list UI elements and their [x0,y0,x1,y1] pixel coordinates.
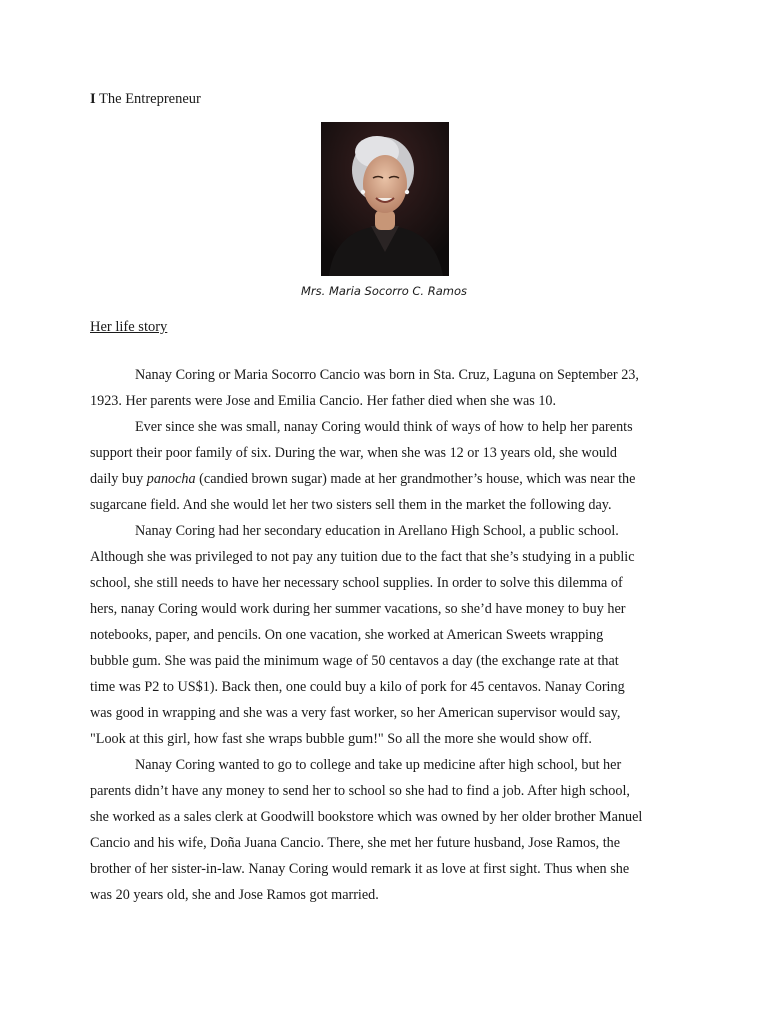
life-story-text [90,362,672,908]
text-line: school, she still needs to have her necessary school supplies. In order to solve this dilemma of [90,575,623,591]
text-line: time was P2 to US$1). Back then, one could buy a kilo of pork for 45 centavos. Nanay Coring [90,679,625,695]
italic-term: panocha [146,471,196,487]
text-line: Cancio and his wife, Doña Juana Cancio. There, she met her future husband, Jose Ramos, the [90,835,621,851]
photo-caption-text: Mrs. Maria Socorro C. Ramos [301,284,467,298]
text-line: she worked as a sales clerk at Goodwill bookstore which was owned by her older brother Manuel [90,809,643,825]
text-line: was good in wrapping and she was a very fast worker, so her American supervisor would say, [90,705,621,721]
text-line: notebooks, paper, and pencils. On one vacation, she worked at American Sweets wrapping [90,627,604,643]
text-line: Nanay Coring had her secondary education in Arellano High School, a public school. [135,523,619,539]
text-run: daily buy [90,471,147,487]
text-line: "Look at this girl, how fast she wraps bubble gum!" So all the more she would show off. [90,731,592,747]
text-line: brother of her sister-in-law. Nanay Coring would remark it as love at first sight. Thus when she [90,861,630,877]
section-title: Her life story [90,319,168,335]
text-line: hers, nanay Coring would work during her summer vacations, so she’d have money to buy her [90,601,626,617]
text-run: (candied brown sugar) made at her grandmother’s house, which was near the [195,471,636,487]
text-line: bubble gum. She was paid the minimum wage of 50 centavos a day (the exchange rate at that [90,653,619,669]
portrait-photo [321,122,449,276]
chapter-title: The Entrepreneur [99,91,201,107]
chapter-number: I [90,91,96,107]
photo-caption [0,284,768,298]
text-line [90,466,672,492]
text-line: Although she was privileged to not pay any tuition due to the fact that she’s studying in a public [90,549,635,565]
text-line: was 20 years old, she and Jose Ramos got married. [90,887,379,903]
portrait-illustration [321,122,449,276]
text-line: Nanay Coring or Maria Socorro Cancio was born in Sta. Cruz, Laguna on September 23, [135,367,639,383]
text-line: sugarcane field. And she would let her two sisters sell them in the market the following day. [90,497,612,513]
text-line: Nanay Coring wanted to go to college and take up medicine after high school, but her [135,757,622,773]
chapter-heading [90,90,201,108]
text-line: parents didn’t have any money to send her to school so she had to find a job. After high school, [90,783,630,799]
text-line: Ever since she was small, nanay Coring would think of ways of how to help her parents [135,419,633,435]
text-line: 1923. Her parents were Jose and Emilia Cancio. Her father died when she was 10. [90,393,557,409]
text-line: support their poor family of six. During the war, when she was 12 or 13 years old, she would [90,445,618,461]
